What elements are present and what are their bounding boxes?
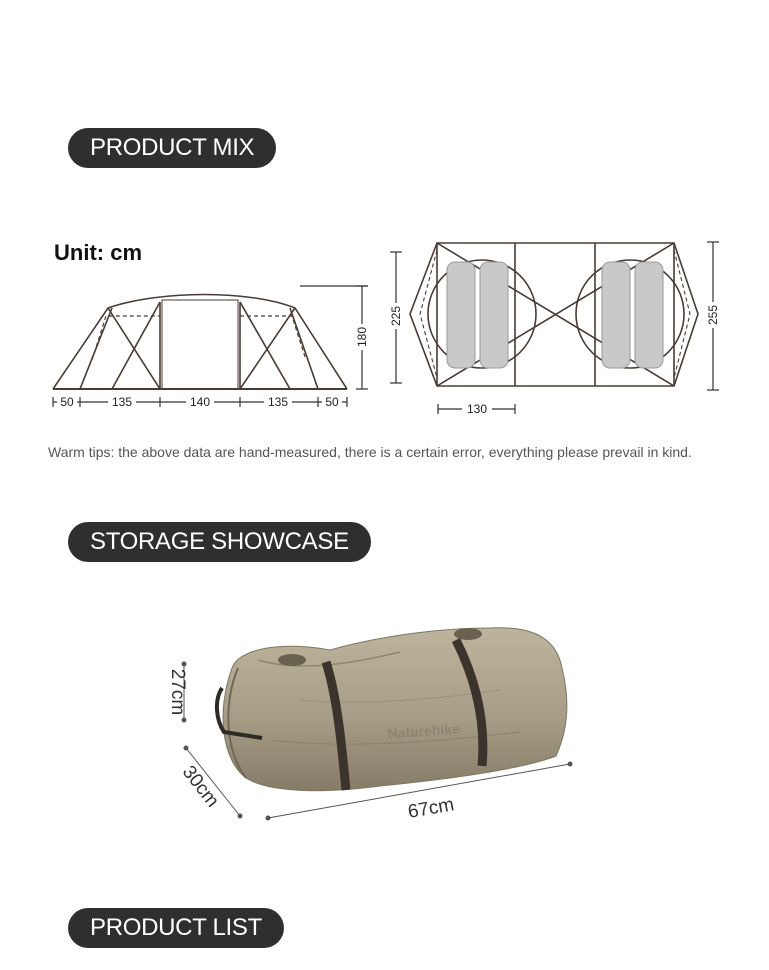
unit-label: Unit: cm [54,240,142,265]
bag-height-label: 27cm [167,668,188,716]
side-width-label-4: 135 [267,395,289,409]
section-title-storage-showcase: STORAGE SHOWCASE [68,522,371,562]
warm-tip-text: Warm tips: the above data are hand-measured, there is a certain error, everything please prevail in kind. [48,444,692,460]
top-depth-left-label: 225 [389,305,403,327]
section-title-product-list: PRODUCT LIST [68,908,284,948]
top-width-label: 130 [466,402,488,416]
bag-length-label: 67cm [406,794,456,823]
bag-brand-logo: Naturehike [387,720,461,742]
side-width-label-2: 135 [111,395,133,409]
bag-depth-label: 30cm [177,761,223,812]
top-depth-right-label: 255 [706,304,720,326]
side-width-label-3: 140 [189,395,211,409]
side-width-label-1: 50 [60,395,74,409]
bag-body [223,628,567,791]
section-title-product-mix: PRODUCT MIX [68,128,276,168]
side-height-label: 180 [355,326,369,348]
side-width-label-5: 50 [325,395,339,409]
